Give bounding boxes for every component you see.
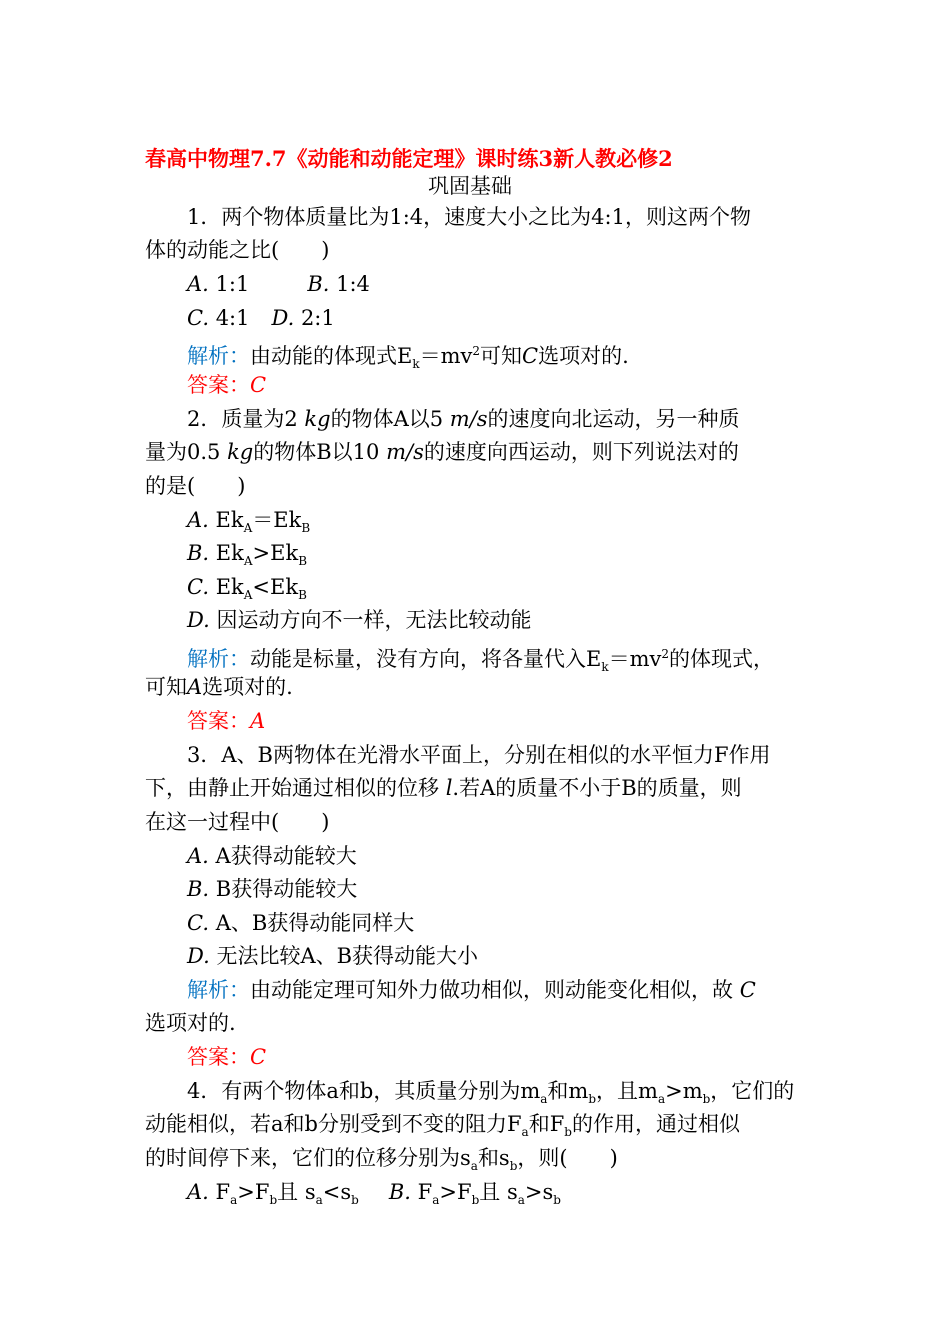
q4-stem-text: ，且m bbox=[596, 1079, 658, 1103]
q4-displacement: s bbox=[542, 1180, 554, 1204]
q2-unit-ms: m/s bbox=[386, 440, 424, 464]
q4-relation: < bbox=[322, 1180, 341, 1204]
q4-stem-line-1 bbox=[187, 1077, 794, 1113]
q2-stem-line-1 bbox=[187, 405, 740, 433]
q4-sub: a bbox=[521, 1125, 529, 1140]
q4-stem-text: 4．有两个物体a和b，其质量分别为m bbox=[187, 1079, 541, 1103]
q2-sub: B bbox=[298, 554, 308, 569]
q3-analysis bbox=[187, 976, 756, 1004]
q4-stem-text: ，它们的 bbox=[710, 1079, 795, 1103]
q2-unit-ms: m/s bbox=[449, 407, 488, 431]
q1-analysis-formula: ＝mv bbox=[419, 344, 473, 368]
q2-option-c bbox=[187, 573, 307, 609]
q4-force: F bbox=[456, 1180, 472, 1204]
q1-analysis-text: 由动能的体现式E bbox=[250, 344, 413, 368]
q4-sub: a bbox=[657, 1092, 666, 1107]
q4-sub: a bbox=[540, 1092, 548, 1107]
q2-ek: Ek bbox=[270, 541, 299, 565]
q4-sub: b bbox=[351, 1193, 359, 1208]
q2-analysis-sup: 2 bbox=[661, 647, 670, 661]
q4-sub: a bbox=[315, 1193, 323, 1208]
q1-option-c: 4:1 bbox=[215, 306, 250, 330]
q4-sub: b bbox=[269, 1193, 278, 1208]
q1-option-c-letter: C. bbox=[187, 306, 209, 330]
q2-stem-line-3: 的是( ) bbox=[145, 474, 246, 498]
q2-unit-kg: kg bbox=[227, 440, 254, 464]
q3-option-b-text: B获得动能较大 bbox=[215, 877, 358, 901]
q1-option-b-letter: B. bbox=[307, 272, 330, 296]
q2-analysis-text-2: 的体现式， bbox=[669, 647, 775, 671]
q4-stem-text: 的时间停下来，它们的位移分别为s bbox=[145, 1146, 471, 1170]
q2-analysis-letter: A bbox=[187, 675, 203, 699]
q2-relation: ＝ bbox=[252, 508, 274, 532]
q1-analysis-label: 解析： bbox=[187, 344, 250, 368]
q2-ek: Ek bbox=[270, 575, 299, 599]
q3-analysis-line-2: 选项对的. bbox=[145, 1011, 236, 1035]
q4-sub: b bbox=[553, 1193, 561, 1208]
q4-stem-text: 动能相似，若a和b分别受到不变的阻力F bbox=[145, 1112, 522, 1136]
q1-answer bbox=[187, 371, 266, 399]
q3-answer bbox=[187, 1043, 266, 1071]
q1-option-b: 1:4 bbox=[336, 272, 370, 296]
q2-stem-text: 的速度向西运动，则下列说法对的 bbox=[423, 440, 739, 464]
q1-analysis-sup: 2 bbox=[472, 344, 481, 358]
q3-analysis-label: 解析： bbox=[187, 978, 250, 1002]
q2-stem-text: 的物体A以5 bbox=[330, 407, 450, 431]
q3-option-a-letter: A. bbox=[187, 844, 209, 868]
q3-answer-label: 答案： bbox=[187, 1045, 250, 1069]
q2-analysis-sub: k bbox=[601, 660, 609, 675]
q2-analysis-text: 动能是标量，没有方向，将各量代入E bbox=[250, 647, 602, 671]
q4-stem-text: 和s bbox=[477, 1146, 510, 1170]
q3-stem-text: .若A的质量不小于B的质量，则 bbox=[452, 776, 742, 800]
q2-stem-text: 的物体B以10 bbox=[253, 440, 387, 464]
q3-answer-value: C bbox=[250, 1045, 267, 1069]
q4-stem-text: 和m bbox=[547, 1079, 589, 1103]
q1-option-d: 2:1 bbox=[300, 306, 335, 330]
q2-analysis-formula: ＝mv bbox=[608, 647, 662, 671]
q2-sub: B bbox=[301, 521, 311, 536]
q2-analysis-text-3: 可知 bbox=[145, 675, 187, 699]
q2-analysis-end: 选项对的. bbox=[202, 675, 293, 699]
q4-stem-text: >m bbox=[665, 1079, 703, 1103]
q2-option-a bbox=[187, 506, 310, 542]
q4-stem-line-2 bbox=[145, 1110, 740, 1146]
q3-option-b bbox=[187, 875, 357, 903]
q2-sub: A bbox=[243, 554, 253, 569]
q4-options-ab bbox=[187, 1178, 561, 1214]
q1-options-cd bbox=[187, 304, 335, 332]
q4-sub: a bbox=[432, 1193, 440, 1208]
q2-stem-text: 2．质量为2 bbox=[187, 407, 305, 431]
q3-option-b-letter: B. bbox=[187, 877, 210, 901]
q1-analysis-text-2: 可知 bbox=[480, 344, 523, 368]
q4-force: F bbox=[254, 1180, 270, 1204]
q4-sub: b bbox=[509, 1159, 518, 1174]
q4-sub: a bbox=[517, 1193, 525, 1208]
q3-option-c-text: A、B获得动能同样大 bbox=[215, 911, 415, 935]
q4-sub: a bbox=[230, 1193, 238, 1208]
q1-answer-label: 答案： bbox=[187, 373, 250, 397]
q2-option-b-letter: B. bbox=[187, 541, 210, 565]
q2-option-a-letter: A. bbox=[187, 508, 209, 532]
q2-stem-line-2 bbox=[145, 438, 739, 466]
q1-option-a-letter: A. bbox=[187, 272, 209, 296]
q4-sub: b bbox=[471, 1193, 480, 1208]
q2-stem-text: 量为0.5 bbox=[145, 440, 228, 464]
q2-analysis-line-2 bbox=[145, 673, 293, 701]
q4-displacement: s bbox=[506, 1180, 518, 1204]
q1-stem-line-1: 1．两个物体质量比为1:4，速度大小之比为4:1，则这两个物 bbox=[187, 205, 751, 229]
q2-answer bbox=[187, 707, 265, 735]
q1-option-a: 1:1 bbox=[215, 272, 250, 296]
q4-relation: > bbox=[237, 1180, 255, 1204]
q4-option-a-letter: A. bbox=[187, 1180, 209, 1204]
q2-option-d bbox=[187, 606, 531, 634]
q3-option-c bbox=[187, 909, 414, 937]
q4-and: 且 bbox=[277, 1180, 299, 1204]
q1-options-ab bbox=[187, 270, 370, 298]
q3-stem-text: 下，由静止开始通过相似的位移 bbox=[145, 776, 446, 800]
q3-option-d-letter: D. bbox=[187, 944, 210, 968]
q4-sub: b bbox=[588, 1092, 597, 1107]
q2-answer-label: 答案： bbox=[187, 709, 250, 733]
q3-analysis-letter: C bbox=[739, 978, 756, 1002]
q4-displacement: s bbox=[304, 1180, 316, 1204]
q2-ek: Ek bbox=[273, 508, 302, 532]
q4-force: F bbox=[417, 1180, 433, 1204]
q2-relation: > bbox=[252, 541, 271, 565]
q3-option-c-letter: C. bbox=[187, 911, 209, 935]
q4-stem-text: 和F bbox=[528, 1112, 565, 1136]
q4-stem-text: 的作用，通过相似 bbox=[571, 1112, 740, 1136]
q3-stem-line-3: 在这一过程中( ) bbox=[145, 810, 330, 834]
q3-analysis-text: 由动能定理可知外力做功相似，则动能变化相似，故 bbox=[250, 978, 733, 1002]
q3-option-a bbox=[187, 842, 357, 870]
q2-sub: A bbox=[243, 588, 253, 603]
q2-option-b bbox=[187, 539, 307, 575]
q1-stem-line-2: 体的动能之比( ) bbox=[145, 238, 330, 262]
q4-sub: b bbox=[702, 1092, 711, 1107]
q4-force: F bbox=[215, 1180, 231, 1204]
q4-stem-text: ，则( ) bbox=[517, 1146, 618, 1170]
q3-option-a-text: A获得动能较大 bbox=[215, 844, 357, 868]
q2-relation: < bbox=[252, 575, 271, 599]
q4-relation: > bbox=[524, 1180, 543, 1204]
q1-analysis-letter: C bbox=[522, 344, 539, 368]
q3-option-d bbox=[187, 942, 478, 970]
q4-sub: b bbox=[564, 1125, 572, 1140]
q4-displacement: s bbox=[340, 1180, 352, 1204]
q3-variable-l: l bbox=[445, 776, 453, 800]
q4-relation: > bbox=[439, 1180, 457, 1204]
q2-option-d-text: 因运动方向不一样，无法比较动能 bbox=[216, 608, 532, 632]
q2-ek: Ek bbox=[215, 575, 244, 599]
document-title: 春高中物理7.7《动能和动能定理》课时练3新人教必修2 bbox=[145, 146, 673, 171]
q3-stem-line-1: 3．A、B两物体在光滑水平面上，分别在相似的水平恒力F作用 bbox=[187, 743, 771, 767]
q2-ek: Ek bbox=[215, 541, 244, 565]
q2-answer-value: A bbox=[250, 709, 266, 733]
q4-and: 且 bbox=[479, 1180, 501, 1204]
q2-option-d-letter: D. bbox=[187, 608, 210, 632]
q3-option-d-text: 无法比较A、B获得动能大小 bbox=[216, 944, 479, 968]
q1-answer-value: C bbox=[250, 373, 267, 397]
q2-ek: Ek bbox=[215, 508, 244, 532]
q1-option-d-letter: D. bbox=[271, 306, 295, 330]
q3-stem-line-2 bbox=[145, 774, 742, 802]
q4-sub: a bbox=[470, 1159, 478, 1174]
q4-stem-line-3 bbox=[145, 1144, 618, 1180]
q2-stem-text: 的速度向北运动，另一种质 bbox=[487, 407, 740, 431]
section-heading: 巩固基础 bbox=[428, 174, 512, 198]
q4-option-b-letter: B. bbox=[388, 1180, 411, 1204]
q2-sub: B bbox=[298, 588, 307, 603]
q2-unit-kg: kg bbox=[304, 407, 331, 431]
q1-analysis-sub: k bbox=[412, 357, 420, 372]
q2-sub: A bbox=[243, 521, 253, 536]
q2-analysis-label: 解析： bbox=[187, 647, 250, 671]
q2-option-c-letter: C. bbox=[187, 575, 209, 599]
q1-analysis-end: 选项对的. bbox=[538, 344, 629, 368]
